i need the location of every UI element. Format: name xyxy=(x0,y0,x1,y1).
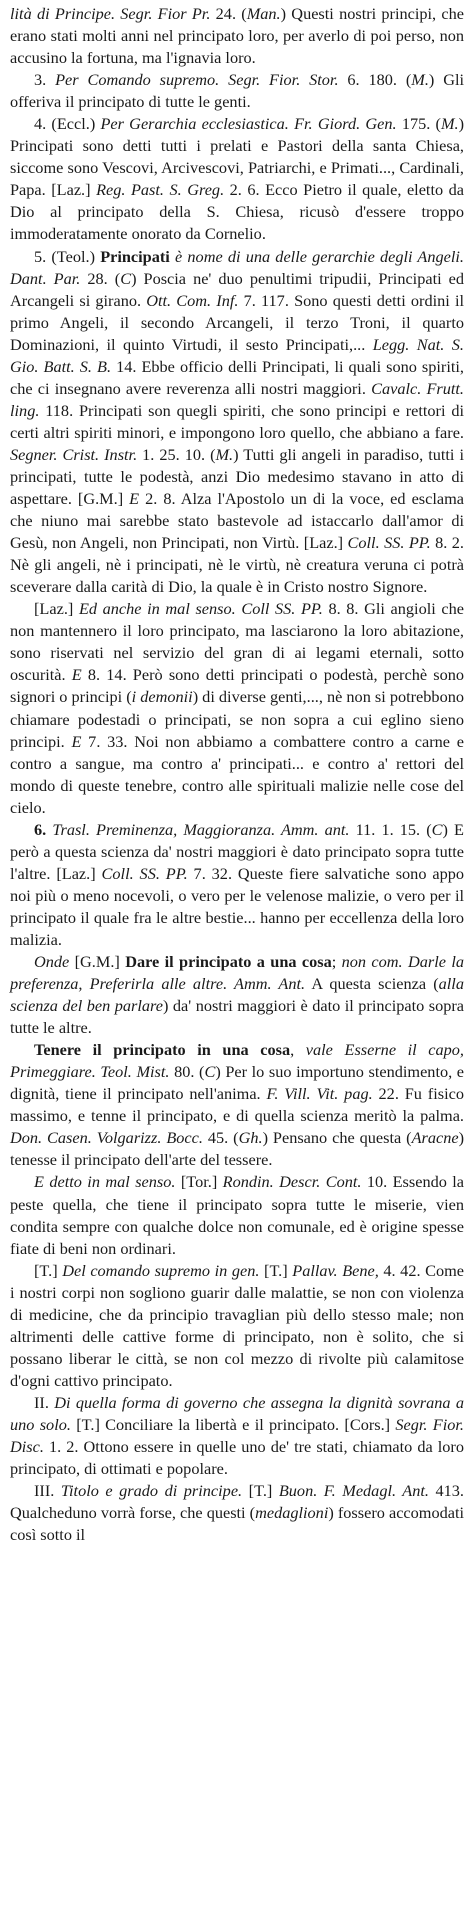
entry-sense-6: 6. Trasl. Preminenza, Maggioranza. Amm. ant. 11. 1. 15. (C) E però a questa scienza da' nostri maggiori è dato principato sopra tutte l'altre. [Laz.] Coll. SS. PP. 7. 32. Queste fiere salvatiche sono appo noi più o meno nocevoli, o vero per le velenose malizie, o vero per il principato il quale fra le altre bestie... hanno per eccellenza della loro malizia. xyxy=(10,819,465,949)
entry-sense-6-tenere: Tenere il principato in una cosa, vale Esserne il capo, Primeggiare. Teol. Mist. 80. (C) Per lo suo importuno stendimento, e dignità, tiene il principato nell'anima. F. Vill. Vit. pag. 22. Fu fisico massimo, e tenne il principato, e di quella scienza meritò la palma. Don. Casen. Volgarizz. Bocc. 45. (Gh.) Pensano che questa (Aracne) tenesse il principato dell'arte del tessere. xyxy=(10,1040,465,1170)
entry-sense-6-dare: Onde [G.M.] Dare il principato a una cosa; non com. Darle la preferenza, Preferirla alle altre. Amm. Ant. A questa scienza (alla scienza del ben parlare) da' nostri maggiori è dato il principato sopra tutte le altre. xyxy=(10,952,465,1038)
entry-sense-III: III. Titolo e grado di principe. [T.] Buon. F. Medagl. Ant. 413. Qualcheduno vorrà forse, che questi (medaglioni) fossero accomodati così sotto il xyxy=(10,1481,465,1545)
entry-sense-II: II. Di quella forma di governo che assegna la dignità sovrana a uno solo. [T.] Conciliare la libertà e il principato. [Cors.] Segr. Fior. Disc. 1. 2. Ottono essere in quelle uno de' tre stati, chiamato da loro principato, di ottimati e popolare. xyxy=(10,1392,465,1479)
entry-p-principe-continuation: lità di Principe. Segr. Fior Pr. 24. (Man.) Questi nostri principi, che erano stati molti anni nel principato loro, per averlo di poi perso, non accusino la fortuna, ma l'ignavia loro. xyxy=(10,4,464,68)
entry-sense-5-mal-senso: [Laz.] Ed anche in mal senso. Coll SS. PP. 8. 8. Gli angioli che non mantennero il loro principato, ma lasciarono la loro abitazione, sono riservati nel servizio del gran di ai legami eternali, sotto oscurità. E 8. 14. Però sono detti principati o podestà, perchè sono signori o principi (i demonii) di diverse genti,..., nè non si potrebbono chiamare podestadi o principati, se non sopra a cui eglino sieno principi. E 7. 33. Noi non abbiamo a combattere contro a carne e contro a sangue, ma contro a' principati... e contro a' rettori del mondo di queste tenebre, contro alle spirituali malizie nelle cose del cielo. xyxy=(10,599,465,817)
entry-sense-6-mal-senso: E detto in mal senso. [Tor.] Rondin. Descr. Cont. 10. Essendo la peste quella, che tiene il principato sopra tutte le miserie, vien condita sempre con qualche dolce non comunale, ed è origine spesse fiate di beni non ordinari. xyxy=(10,1172,465,1258)
entry-sense-comando: [T.] Del comando supremo in gen. [T.] Pallav. Bene, 4. 42. Come i nostri corpi non sogliono guarir dalle malattie, se non con violenza di medicine, che da principio travaglian più dello stesso male; non altrimenti delle cattive forme di principato, non è solito, che si possano liberar le città, se non col mezzo di rivolte più calamitose d'ogni cattivo principato. xyxy=(10,1260,464,1390)
entry-sense-3: 3. Per Comando supremo. Segr. Fior. Stor. 6. 180. (M.) Gli offeriva il principato di tutte le genti. xyxy=(10,70,465,112)
entry-sense-5: 5. (Teol.) Principati è nome di una delle gerarchie degli Angeli. Dant. Par. 28. (C) Poscia ne' duo penultimi tripudii, Principati ed Arcangeli si girano. Ott. Com. Inf. 7. 117. Sono questi detti ordini il primo Angeli, il secondo Arcangeli, il terzo Troni, il quarto Dominazioni, il quinto Virtudi, il sesto Principati,... Legg. Nat. S. Gio. Batt. S. B. 14. Ebbe officio delli Principati, li quali sono spiriti, che ci insegnano avere reverenza alli nostri maggiori. Cavalc. Frutt. ling. 118. Principati son quegli spiriti, che sono principi e rettori di certi altri spiriti minori, e impongono loro quello, che abbiano a fare. Segner. Crist. Instr. 1. 25. 10. (M.) Tutti gli angeli in paradiso, tutti i principati, tutte le podestà, anzi Dio medesimo stavano in atto di aspettare. [G.M.] E 2. 8. Alza l'Apostolo un di la voce, ed esclama che niuno mai sarebbe stato bastevole ad istaccarlo dall'amor di Gesù, non Angeli, non Principati, non Virtù. [Laz.] Coll. SS. PP. 8. 2. Nè gli angeli, nè i principati, nè le virtù, nè creatura veruna ci potrà sceverare dalla carità di Dio, la quale è in Cristo nostro Signore. xyxy=(10,246,465,597)
entry-sense-4: 4. (Eccl.) Per Gerarchia ecclesiastica. Fr. Giord. Gen. 175. (M.) Principati sono detti tutti i prelati e Pastori della santa Chiesa, siccome sono Vescovi, Arcivescovi, Patriarchi, e Primati..., Cardinali, Papa. [Laz.] Reg. Past. S. Greg. 2. 6. Ecco Pietro il quale, eletto da Dio al principato della S. Chiesa, ricusò d'essere troppo immoderatamente onorato da Cornelio. xyxy=(10,114,465,244)
